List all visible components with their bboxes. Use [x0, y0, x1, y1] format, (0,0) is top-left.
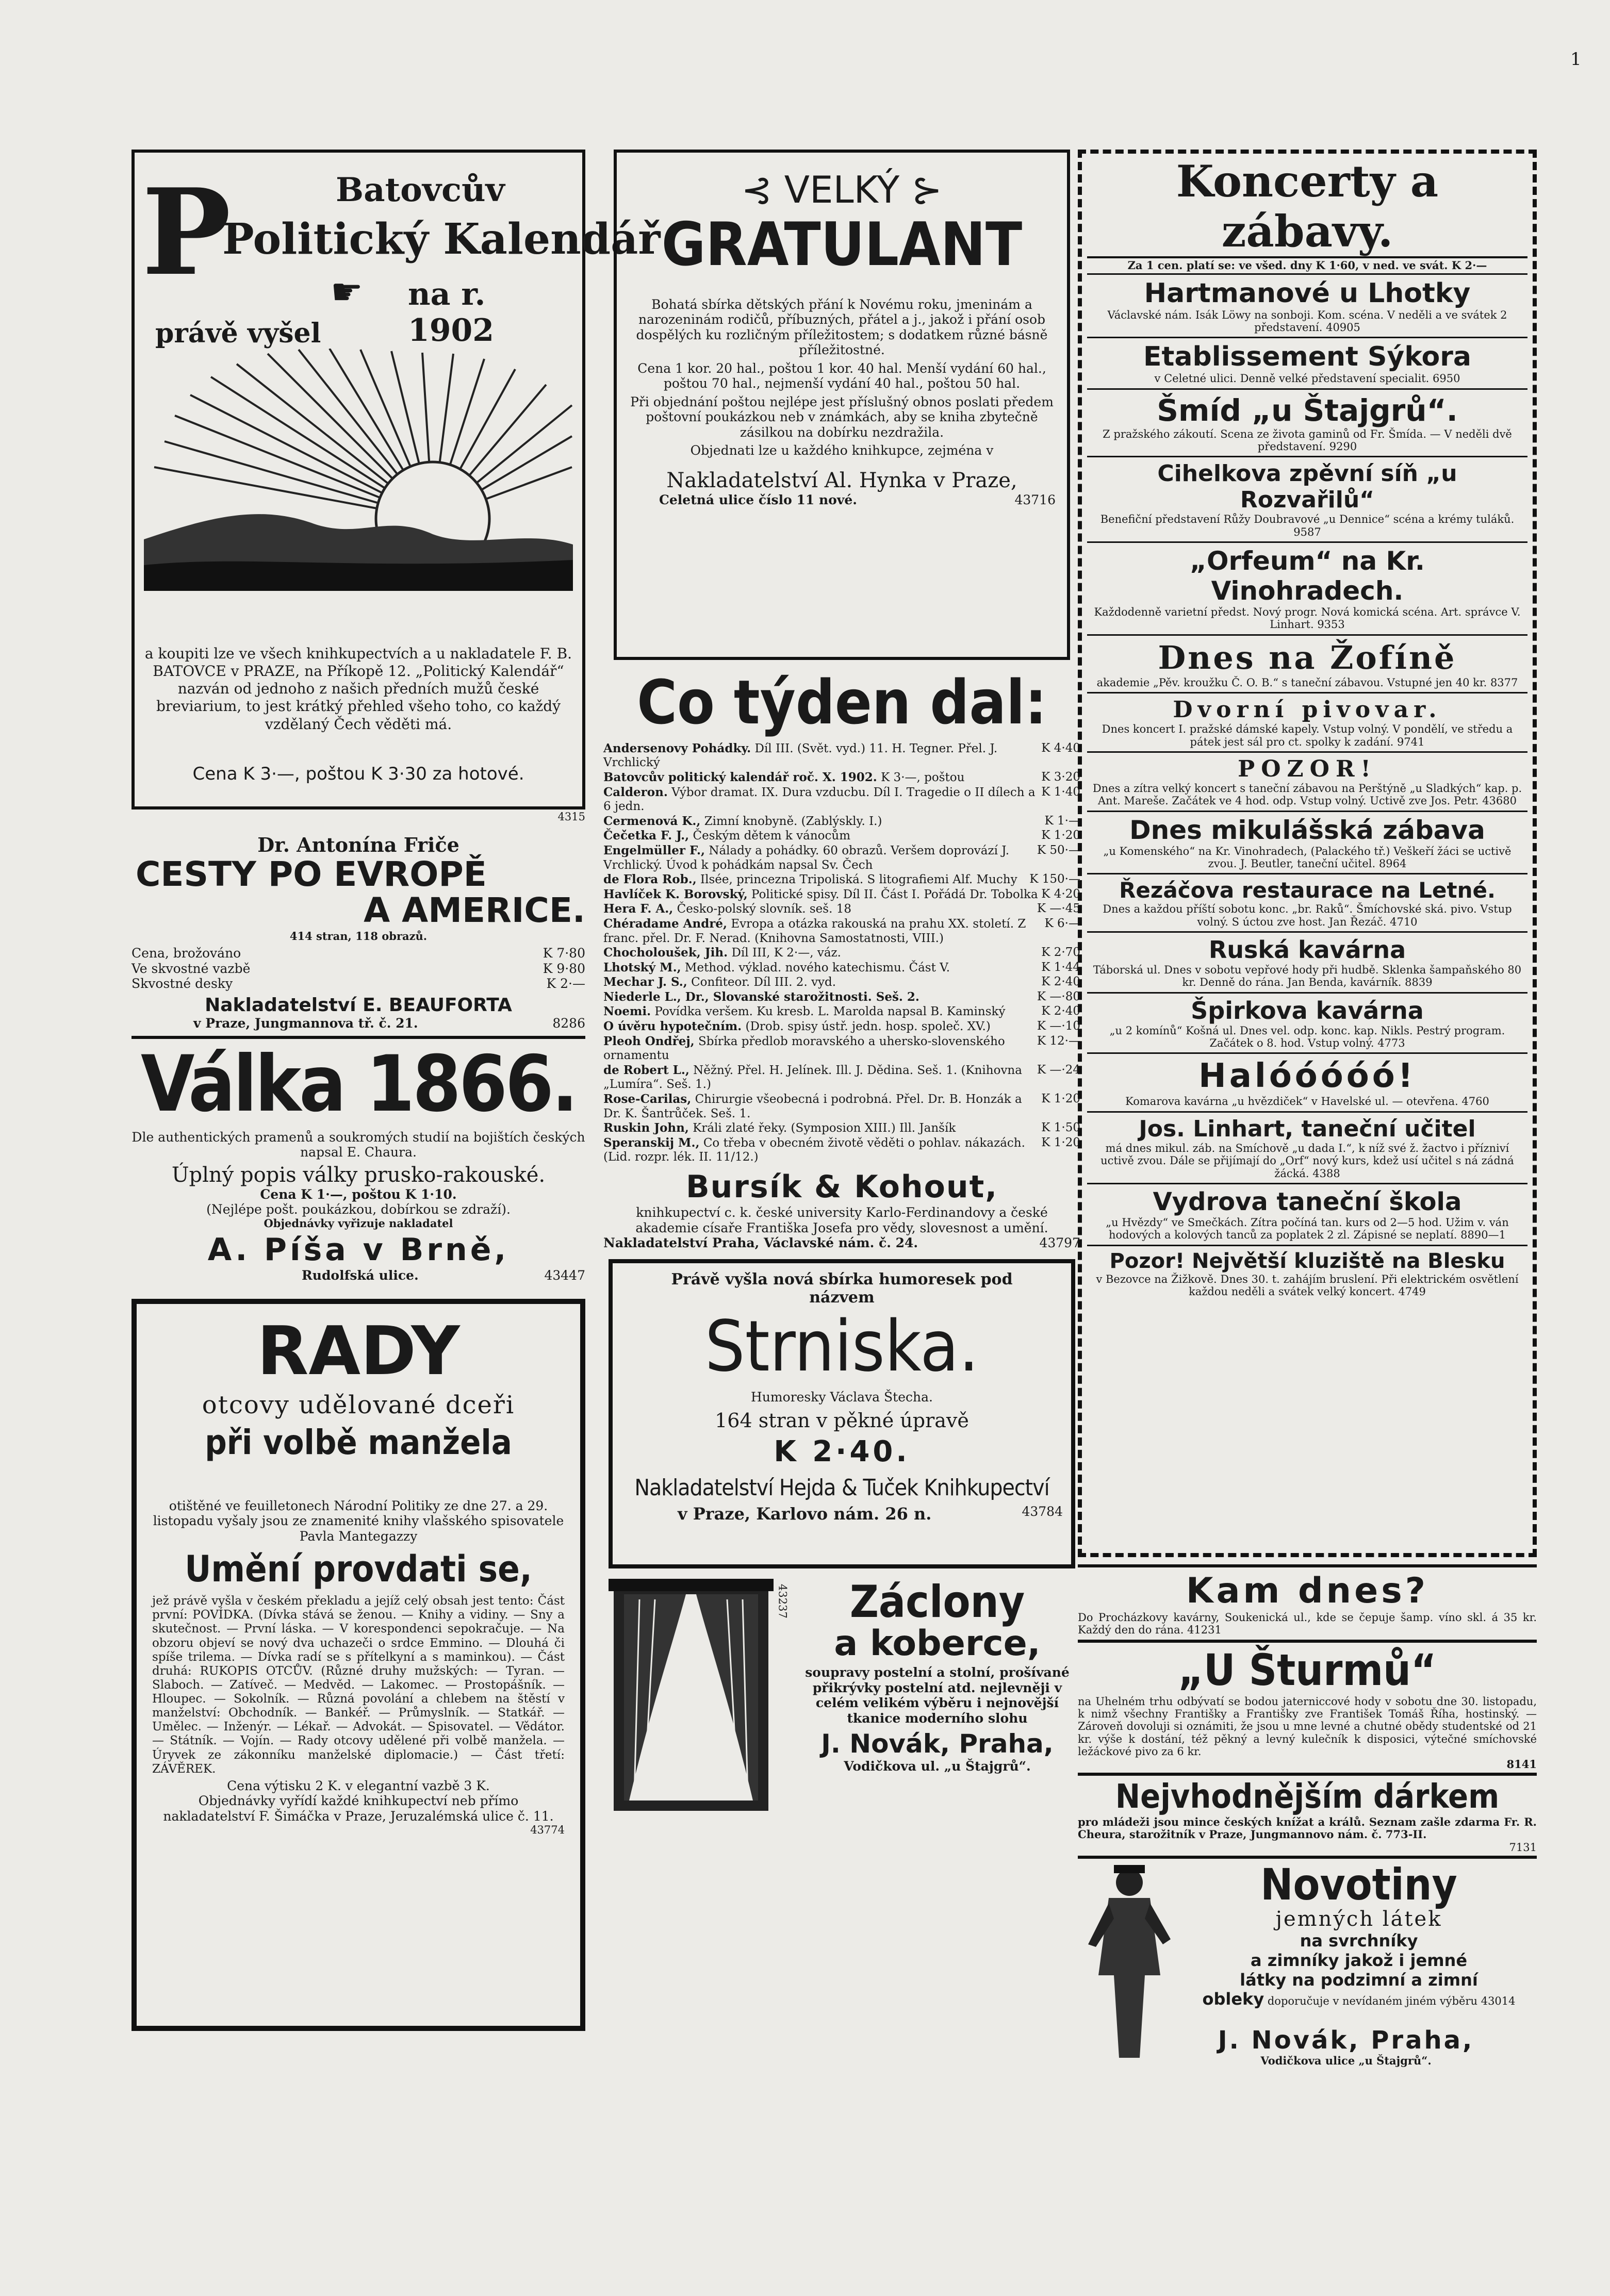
divider: [1078, 1856, 1537, 1859]
gratulant-address-row: [628, 492, 1056, 508]
kam-text: Do Procházkovy kavárny, Soukenická ul., kde se čepuje šamp. víno skl. á 35 kr. Každý den do rána.: [1078, 1611, 1537, 1637]
cesty-prices: [132, 946, 585, 992]
zaclony-title1: Záclony: [849, 1576, 1025, 1628]
novotiny-ref: 43014: [1481, 1995, 1516, 2008]
entry-price: K 1·20: [1041, 1135, 1080, 1149]
cesty-address-row: [132, 1016, 585, 1031]
entry-price: K 12·—: [1037, 1034, 1080, 1048]
entry-name: Ruskin John,: [603, 1121, 689, 1135]
cesty-price-row: [132, 961, 585, 977]
novotiny-l5: doporučuje v nevídaném jiném výběru: [1267, 1995, 1478, 2008]
concert-title: „Orfeum“ na Kr. Vinohradech.: [1190, 546, 1425, 606]
concert-ref: 6950: [1433, 372, 1460, 385]
ad-co-tyden-dal: [603, 669, 1080, 1251]
valka-subtitle: Úplný popis války prusko-rakouské.: [171, 1163, 546, 1187]
tyden-address-row: [603, 1235, 1080, 1251]
gratulant-ref: 43716: [1014, 492, 1056, 507]
concert-ref: 9353: [1317, 618, 1345, 631]
entry-desc: Co třeba v obecném životě věděti o pohlav. nákazách. (Lid. rozpr. lék. II. 11/12.): [603, 1136, 1025, 1164]
entry-price: K 1·20: [1041, 1092, 1080, 1106]
concert-text: v Celetné ulici. Denně velké představení specialit.: [1154, 372, 1430, 385]
list-item: [603, 1019, 1080, 1034]
concert-item: [1087, 636, 1527, 693]
gratulant-title1: VELKÝ: [784, 168, 900, 211]
concert-ref: 4749: [1398, 1285, 1426, 1298]
entry-desc: Výbor dramat. IX. Dura vzducbu. Díl I. Tragedie o II dílech a 6 jedn.: [603, 785, 1036, 814]
rady-text1: otištěné ve feuilletonech Národní Politiky ze dne 27. a 29. listopadu vyšaly jsou ze znamenité knihy vlašského spisovatele Pavla Mantegazzy: [153, 1498, 564, 1544]
entry-desc: Něžný. Přel. H. Jelínek. Ill. J. Dědina. Seš. 1. (Knihovna „Lumíra“. Seš. 1.): [603, 1063, 1022, 1092]
valka-ref: 43447: [544, 1268, 585, 1283]
concert-title: Pozor! Největší kluziště na Blesku: [1109, 1249, 1505, 1273]
batovcuv-year: na r. 1902: [408, 276, 494, 349]
big-p-initial: P: [142, 163, 231, 302]
price-value: K 7·80: [543, 946, 585, 961]
rady-orders: Objednávky vyřídí každé knihkupectví neb přímo nakladatelství F. Šimáčka v Praze, Jeruzalémská ulice č. 11.: [163, 1793, 554, 1824]
concert-text: má dnes mikul. záb. na Smíchově „u dada I.“, k níž své ž. žactvo i přízniví uctivě zvou. Dále se přijímají do „Orf“ nový kurs, kdež usí učitel s ná zádná žácká.: [1100, 1142, 1514, 1180]
list-item: [603, 1092, 1080, 1121]
entry-desc: Zimní knobyně. (Zablýskly. I.): [704, 814, 882, 828]
concert-title: Dnes na Žofíně: [1158, 638, 1457, 676]
divider: [1078, 1773, 1537, 1776]
concert-item: [1087, 994, 1527, 1054]
tyden-text: knihkupectví c. k. české university Karlo-Ferdinandovy a české akademie císaře Františka Josefa pro vědy, slovesnost a umění.: [635, 1205, 1048, 1235]
concert-title: Šmíd „u Štajgrů“.: [1157, 392, 1458, 428]
ad-cesty-po-evrope: [132, 833, 585, 1031]
concert-title: Dnes mikulášská zábava: [1129, 815, 1485, 845]
entry-price: K —·45: [1037, 902, 1080, 916]
strniska-sub: Humoresky Václava Štecha.: [751, 1390, 933, 1405]
concert-ref: 40905: [1326, 321, 1360, 334]
concert-item: [1087, 338, 1527, 389]
concert-text: Z pražského zákoutí. Scena ze života gaminů od Fr. Šmída. — V neděli dvě představení.: [1103, 427, 1512, 453]
concert-ref: 4388: [1312, 1167, 1340, 1180]
entry-desc: Sbírka předlob moravského a uhersko-slovenského ornamentu: [603, 1034, 1005, 1063]
entry-price: K —·80: [1037, 989, 1080, 1003]
ad-kam-dnes: [1078, 1571, 1537, 1637]
ad-u-sturmu: [1078, 1645, 1537, 1771]
entry-price: K —·24: [1037, 1063, 1080, 1077]
valka-street-row: [132, 1268, 585, 1283]
concert-text: Dnes a zítra velký koncert s taneční zábavou na Perštýně „u Sladkých“ kap. p. Ant. Mareše. Začátek ve 4 hod. odp. Vstup volný. Uctivě zve Jos. Petr.: [1092, 782, 1522, 807]
entry-name: Rose-Carilas,: [603, 1092, 692, 1106]
entry-price: K 1·20: [1041, 829, 1080, 843]
page-corner-mark: 1: [1570, 49, 1582, 70]
concert-text: Každodenně varietní předst. Nový progr. Nová komická scéna. Art. správce V. Linhart.: [1094, 606, 1521, 631]
list-item: [603, 741, 1080, 770]
gratulant-text4: Objednati lze u každého knihkupce, zejména v: [690, 443, 994, 458]
concert-item: [1087, 390, 1527, 458]
ad-novotiny: [1078, 1859, 1537, 2068]
batovcuv-price: Cena K 3·—, poštou K 3·30 za hotové.: [192, 764, 524, 784]
entry-name: Engelmüller F.,: [603, 843, 705, 857]
cesty-author: Dr. Antonína Friče: [257, 833, 459, 857]
concert-ref: 4710: [1390, 915, 1418, 928]
concert-text: „u Hvězdy“ ve Smečkách. Zítra počíná tan. kurs od 2—5 hod. Užim v. ván hodových a kolových tanců za poplatek 2 zl. Zápisné se neplatí.: [1106, 1216, 1509, 1242]
darek-ref: 7131: [1509, 1841, 1537, 1854]
gratulant-text3: Při objednání poštou nejlépe jest příslušný obnos poslati předem poštovní poukázkou neb v známkách, aby se kniha zbytečně zásilkou na dobírku nezdražila.: [630, 394, 1054, 440]
concert-item: [1087, 1184, 1527, 1246]
strniska-publisher: Nakladatelství Hejda & Tuček Knihkupectví: [634, 1474, 1049, 1501]
list-item: [603, 1121, 1080, 1136]
entry-desc: Evropa a otázka rakouská na prahu XX. století. Z franc. přel. Dr. F. Nerad. (Knihovna Samostatnosti, VIII.): [603, 917, 1026, 945]
entry-desc: K 3·—, poštou: [881, 770, 965, 784]
tyden-publisher: Bursík & Kohout,: [685, 1169, 998, 1205]
list-item: [603, 829, 1080, 844]
strniska-pages: 164 stran v pěkné úpravě: [715, 1409, 969, 1432]
concert-text: v Bezovce na Žižkově. Dnes 30. t. zahájím bruslení. Při elektrickém osvětlení každou neděli a svátek velký koncert.: [1096, 1273, 1519, 1298]
ad-strniska: [609, 1259, 1075, 1568]
concert-text: akademie „Pěv. kroužku Č. O. B.“ s taneční zábavou. Vstupné jen 40 kr.: [1096, 676, 1487, 689]
list-item: [603, 872, 1080, 887]
concert-title: Dvorní pivovar.: [1173, 697, 1442, 723]
list-item: [603, 1004, 1080, 1019]
concert-item: [1087, 457, 1527, 543]
column-right: [1078, 150, 1537, 2068]
batovcuv-title: Politický Kalendář: [222, 214, 661, 264]
novotiny-l4: obleky: [1202, 1989, 1264, 2009]
entry-name: Cermenová K.,: [603, 814, 701, 828]
concert-text: Václavské nám. Isák Löwy na sonboji. Kom. scéna. V neděli a ve svátek 2 představení.: [1107, 308, 1507, 334]
concert-item: [1087, 933, 1527, 994]
concert-item: [1087, 543, 1527, 636]
entry-name: de Robert L.,: [603, 1063, 689, 1077]
list-item: [603, 1136, 1080, 1165]
entry-price: K 3·20: [1041, 770, 1080, 784]
concert-ref: 8964: [1378, 857, 1407, 870]
entry-price: K 6·—: [1044, 916, 1080, 930]
tyden-address: Nakladatelství Praha, Václavské nám. č. 24.: [603, 1235, 918, 1251]
entry-desc: Method. výklad. nového katechismu. Část V.: [684, 961, 950, 974]
list-item: [603, 961, 1080, 976]
entry-desc: Díl III, K 2·—, váz.: [731, 946, 841, 960]
concert-ref: 9587: [1293, 525, 1321, 538]
concert-item: [1087, 812, 1527, 875]
list-item: [603, 946, 1080, 961]
novotiny-address: Vodičkova ulice „u Štajgrů“.: [1260, 2054, 1432, 2067]
ad-rady: [132, 1299, 585, 2031]
strniska-title: Strniska.: [704, 1306, 979, 1387]
concert-title: Špirkova kavárna: [1191, 996, 1424, 1025]
darek-text: pro mládeži jsou mince českých knížat a králů. Seznam zašle zdarma Fr. R. Cheura, starožitník v Praze, Jungmannovo nám. č. 773-II.: [1078, 1815, 1537, 1841]
curtain-illustration: [609, 1579, 774, 1816]
gratulant-publisher: Nakladatelství Al. Hynka v Praze,: [666, 468, 1017, 492]
entry-name: Pleoh Ondřej,: [603, 1034, 695, 1048]
concert-ref: 8839: [1405, 976, 1433, 989]
concert-item: [1087, 1113, 1527, 1184]
entry-name: Niederle L., Dr., Slovanské starožitnosti. Seš. 2.: [603, 989, 919, 1004]
concert-title: Vydrova taneční škola: [1153, 1187, 1462, 1216]
entry-desc: Confiteor. Díl III. 2. vyd.: [691, 976, 836, 989]
gratulant-text2: Cena 1 kor. 20 hal., poštou 1 kor. 40 hal. Menší vydání 60 hal., poštou 70 hal., nejmenší vydání 40 hal., poštou 50 hal.: [637, 360, 1046, 391]
gratulant-title2: GRATULANT: [661, 210, 1023, 279]
kam-ref: 41231: [1187, 1624, 1222, 1637]
ad-zaclony: [603, 1576, 1080, 1821]
valka-publisher: A. Píša v Brně,: [207, 1232, 510, 1268]
novotiny-firm: J. Novák, Praha,: [1218, 2025, 1474, 2055]
cesty-title1: CESTY PO EVROPĚ: [136, 854, 487, 895]
entry-name: de Flora Rob.,: [603, 872, 697, 887]
gratulant-text1: Bohatá sbírka dětských přání k Novému roku, jmeninám a narozeninám rodičů, příbuzných, přátel a j., jakož i přání osob dospělých ku rozličným příležitostem; s dodatkem různé básně příležitostné.: [636, 296, 1048, 358]
concert-title: Jos. Linhart, taneční učitel: [1139, 1115, 1476, 1142]
concert-title: Halóóóóó!: [1198, 1057, 1416, 1096]
batovcuv-ref: 4315: [557, 811, 585, 823]
concert-title: Hartmanové u Lhotky: [1144, 277, 1471, 309]
entry-desc: Česko-polský slovník. seš. 18: [677, 902, 851, 916]
divider: [1078, 1564, 1537, 1567]
list-item: [603, 975, 1080, 990]
entry-name: Andersenovy Pohádky.: [603, 741, 751, 755]
entry-price: K —·10: [1037, 1019, 1080, 1033]
entry-desc: Králi zlaté řeky. (Symposion XIII.) Ill. Janšík: [693, 1121, 956, 1135]
concert-ref: 9741: [1397, 735, 1425, 748]
entry-price: K 50·—: [1037, 843, 1080, 857]
darek-title: Nejvhodnějším dárkem: [1115, 1777, 1500, 1816]
entry-name: Hera F. A.,: [603, 902, 673, 916]
novotiny-l3: látky na podzimní a zimní: [1240, 1970, 1478, 1990]
cesty-price-row: [132, 976, 585, 992]
valka-note: (Nejlépe pošt. poukázkou, dobírkou se zdraží).: [206, 1202, 511, 1217]
rady-sub1: otcovy udělované dceři: [202, 1390, 515, 1419]
list-item: [603, 814, 1080, 829]
concert-item: [1087, 693, 1527, 753]
concert-item: [1087, 275, 1527, 339]
entry-price: K 150·—: [1029, 872, 1080, 886]
ad-valka-1866: [132, 1039, 585, 1283]
tyden-list: [603, 741, 1080, 1165]
concert-text: Táborská ul. Dnes v sobotu vepřové hody při hudbě. Sklenka šampaňského 80 kr. Denně do rána. Jan Benda, kavárník.: [1093, 964, 1522, 989]
ad-nejvhodnejsim-darkem: [1078, 1778, 1537, 1854]
rady-sub2: při volbě manžela: [205, 1422, 512, 1462]
zaclony-text: soupravy postelní a stolní, prošívané přikrývky postelní atd. nejlevněji v celém velikém výběru i nejnovější tkanice moderního slohu: [805, 1665, 1070, 1726]
list-item: [603, 770, 1080, 785]
gratulant-address: Celetná ulice číslo 11 nové.: [659, 492, 857, 507]
ad-velky-gratulant: [614, 150, 1070, 660]
novotiny-title: Novotiny: [1260, 1859, 1457, 1910]
concert-text: Komarova kavárna „u hvězdiček“ v Havelské ul. — otevřena.: [1125, 1095, 1458, 1108]
rady-title2: Umění provdati se,: [185, 1548, 532, 1591]
list-item: [603, 785, 1080, 814]
entry-price: K 4·20: [1041, 887, 1080, 901]
list-item: [603, 844, 1080, 872]
entry-price: K 1·40: [1041, 785, 1080, 799]
concert-ref: 4760: [1461, 1095, 1489, 1108]
strniska-address-row: [621, 1504, 1063, 1524]
entry-name: Havlíček K. Borovský,: [603, 887, 748, 901]
zaclony-text-block: [794, 1576, 1080, 1774]
concert-ref: 43680: [1482, 795, 1517, 807]
zaclony-firm: J. Novák, Praha,: [821, 1729, 1054, 1759]
entry-price: K 1·—: [1044, 814, 1080, 828]
entry-desc: Chirurgie všeobecná i podrobná. Přel. Dr. B. Honzák a Dr. K. Šantrůček. Seš. 1.: [603, 1093, 1022, 1120]
zaclony-ref: 43237: [776, 1583, 789, 1618]
tyden-ref: 43797: [1039, 1235, 1080, 1251]
concert-title: Řezáčova restaurace na Letné.: [1119, 878, 1496, 903]
entry-price: K 1·44: [1041, 960, 1080, 974]
list-item: [603, 887, 1080, 902]
entry-name: Lhotský M.,: [603, 960, 681, 974]
cesty-pages: 414 stran, 118 obrazů.: [289, 929, 428, 943]
koncerty-note: Za 1 cen. platí se: ve všed. dny K 1·60, v ned. ve svát. K 2·—: [1087, 258, 1527, 274]
tyden-title: Co týden dal:: [637, 667, 1047, 738]
entry-desc: Povídka veršem. Ku kresb. L. Marolda napsal B. Kaminský: [654, 1005, 1006, 1019]
entry-price: K 1·50: [1041, 1121, 1080, 1135]
cesty-publisher: Nakladatelství E. BEAUFORTA: [205, 994, 512, 1016]
entry-name: Mechar J. S.,: [603, 975, 687, 989]
sturmu-text: na Uhelném trhu odbývatí se bodou jaterniccové hody v sobotu dne 30. listopadu, k nimž všechny Františky a Františky zve František Tomáš Říha, hostinský. — Zároveň dovoluji si oznámiti, že jsou u mne levné a chutné obědy studentské od 21 kr. výše k dostání, též pěkný a levný kulečník k disposici, výtečné smíchovské ležáckové pivo za 6 kr.: [1078, 1695, 1537, 1758]
concert-title: Ruská kavárna: [1208, 936, 1406, 964]
concert-item: [1087, 1246, 1527, 1301]
rady-title: RADY: [257, 1311, 460, 1390]
concert-ref: 8377: [1490, 676, 1518, 689]
entry-name: Čečetka F. J.,: [603, 829, 689, 843]
concert-item: [1087, 874, 1527, 933]
batovcuv-name: Batovcův: [336, 171, 505, 209]
entry-desc: (Drob. spisy ústř. jedn. hosp. společ. XV.): [745, 1020, 991, 1034]
column-middle: [603, 150, 1080, 1821]
list-item: [603, 1034, 1080, 1063]
rady-ref: 43774: [530, 1824, 565, 1837]
rady-price: Cena výtisku 2 K. v elegantní vazbě 3 K.: [227, 1778, 490, 1793]
concert-item: [1087, 1054, 1527, 1112]
cesty-address: v Praze, Jungmannova tř. č. 21.: [193, 1015, 418, 1031]
novotiny-l2: a zimníky jakož i jemné: [1250, 1951, 1468, 1971]
valka-street: Rudolfská ulice.: [302, 1268, 419, 1283]
valka-price: Cena K 1·—, poštou K 1·10.: [260, 1186, 457, 1202]
cesty-ref: 8286: [552, 1015, 585, 1031]
entry-desc: Ilsée, princezna Tripoliská. S litografiemi Alf. Muchy: [700, 873, 1017, 887]
novotiny-firm-block: [1078, 2026, 1537, 2067]
entry-name: Speranskij M.,: [603, 1135, 700, 1150]
concert-ref: 9290: [1329, 440, 1357, 453]
list-item: [603, 917, 1080, 946]
valka-title: Válka 1866.: [140, 1039, 577, 1130]
entry-name: Chéradame André,: [603, 916, 728, 931]
concert-text: „u Komenského“ na Kr. Vinohradech, (Palackého tř.) Veškeří žáci se uctivě zvou. J. Beutler, taneční učitel.: [1103, 845, 1512, 870]
sturmu-title: „U Šturmů“: [1178, 1644, 1437, 1695]
entry-desc: Politické spisy. Díl II. Část I. Pořádá Dr. Tobolka: [751, 887, 1038, 901]
concert-text: Dnes koncert I. pražské dámské kapely. Vstup volný. V pondělí, ve středu a pátek jest sál pro ct. spolky k zadání.: [1102, 723, 1513, 748]
concert-item: [1087, 753, 1527, 812]
kam-title: Kam dnes?: [1186, 1571, 1429, 1611]
list-item: [603, 990, 1080, 1005]
concert-text: „u 2 komínů“ Košná ul. Dnes vel. odp. konc. kap. Nikls. Pestrý program. Začátek o 8. hod. Vstup volný.: [1109, 1024, 1505, 1050]
concert-title: Cihelkova zpěvní síň „u Rozvařilů“: [1157, 460, 1457, 514]
gratulant-heading: [628, 168, 1056, 211]
divider: [1078, 1640, 1537, 1643]
entry-name: Calderon.: [603, 785, 668, 799]
concert-title: Etablissement Sýkora: [1143, 341, 1471, 373]
divider: [132, 1036, 585, 1039]
pointing-hand-icon: ☛: [331, 271, 363, 313]
zaclony-address: Vodičkova ul. „u Štajgrů“.: [844, 1759, 1031, 1774]
ornament-left-icon: ⊰: [741, 168, 773, 211]
price-label: Ve skvostné vazbě: [132, 961, 251, 976]
cesty-price-row: [132, 946, 585, 961]
valka-text: Dle authentických pramenů a soukromých studií na bojištích českých napsal E. Chaura.: [132, 1129, 585, 1160]
entry-name: Batovcův politický kalendář roč. X. 1902.: [603, 770, 877, 784]
novotiny-sub: jemných látek: [1275, 1907, 1442, 1931]
concert-ref: 8890—1: [1460, 1229, 1506, 1242]
ad-koncerty-a-zabavy: [1078, 150, 1537, 1557]
entry-price: K 2·70: [1041, 946, 1080, 960]
price-label: Cena, brožováno: [132, 946, 241, 961]
entry-desc: Nálady a pohádky. 60 obrazů. Veršem doprovází J. Vrchlický. Úvod k pohádkám napsal Sv. Čech: [603, 844, 1010, 872]
price-label: Skvostné desky: [132, 976, 233, 992]
entry-name: O úvěru hypotečním.: [603, 1019, 742, 1034]
zaclony-title2: a koberce,: [834, 1623, 1041, 1664]
entry-name: Noemi.: [603, 1004, 651, 1019]
entry-price: K 4·40: [1041, 741, 1080, 755]
sunrise-illustration: [144, 349, 573, 591]
ornament-right-icon: ⊱: [911, 168, 943, 211]
concert-title: POZOR!: [1238, 755, 1377, 782]
sturmu-ref: 8141: [1506, 1757, 1537, 1771]
price-value: K 2·—: [546, 976, 585, 992]
valka-orders: Objednávky vyřizuje nakladatel: [264, 1216, 453, 1230]
novotiny-l1: na svrchníky: [1300, 1931, 1418, 1951]
strniska-address: v Praze, Karlovo nám. 26 n.: [678, 1504, 932, 1524]
novotiny-text-block: [1181, 1859, 1537, 2009]
strniska-intro: Právě vyšla nová sbírka humoresek pod názvem: [671, 1270, 1013, 1307]
koncerty-title: Koncerty a zábavy.: [1087, 157, 1527, 258]
price-value: K 9·80: [543, 961, 585, 976]
concert-ref: 4773: [1377, 1037, 1405, 1050]
batovcuv-text: a koupiti lze ve všech knihkupectvích a u nakladatele F. B. BATOVCE v PRAZE, na Příkopě 12. „Politický Kalendář“ nazván od jednoho z našich předních mužů české breviarium, to jest krátký přehled všeho toho, co každý vzdělaný Čech věděti má.: [144, 645, 572, 733]
rady-text2: jež právě vyšla v českém překladu a jejíž celý obsah jest tento: Část první: POVÍDKA. (Dívka stává se ženou. — Knihy a vidiny. — Sny a skutečnost. — První láska. — V korespondenci sepokračuje. — Na obzoru objeví se nový dva uchazeči o srdce Emmino. — Dlouhá či spíše trilema. — Dívka radí se s přítelkyní a s maminkou). — Část druhá: RUKOPIS OTCŮV. (Různé druhy mužských: — Tyran. — Slaboch. — Zatíveč. — Medvěd. — Lakomec. — Prostopášník. — Hloupec. — Sokolník. — Různá povolání a chlebem na štěstí v manželství: Obchodník. — Bankéř. — Průmyslník. — Statkář. — Umělec. — Inženýr. — Lékař. — Advokát. — Spisovatel. — Vědátor. — Státník. — Vojín. — Rady otcovy udělené při volbě manžela. — Úryvek ze zákonníku manželské diplomacie.) — Část třetí: ZÁVĚREK.: [152, 1594, 565, 1776]
entry-price: K 2·40: [1041, 1004, 1080, 1018]
strniska-price: K 2·40.: [774, 1434, 910, 1468]
entry-price: K 2·40: [1041, 975, 1080, 989]
entry-desc: Českým dětem k vánocům: [693, 829, 851, 843]
concert-text: Benefiční představení Růžy Doubravové „u Dennice“ scéna a krémy tuláků.: [1100, 513, 1515, 526]
entry-desc: Díl III. (Svět. vyd.) 11. H. Tegner. Přel. J. Vrchlický: [603, 741, 998, 770]
cesty-title2: A AMERICE.: [364, 890, 585, 930]
list-item: [603, 1063, 1080, 1092]
batovcuv-vysel: právě vyšel: [155, 318, 321, 349]
strniska-ref: 43784: [1022, 1504, 1063, 1519]
entry-name: Chocholoušek, Jih.: [603, 946, 728, 960]
list-item: [603, 902, 1080, 917]
concert-text: Dnes a každou příští sobotu konc. „br. Raků“. Šmíchovské ská. pivo. Vstup volný. S úctou zve host. Jan Řezáč.: [1103, 903, 1512, 928]
